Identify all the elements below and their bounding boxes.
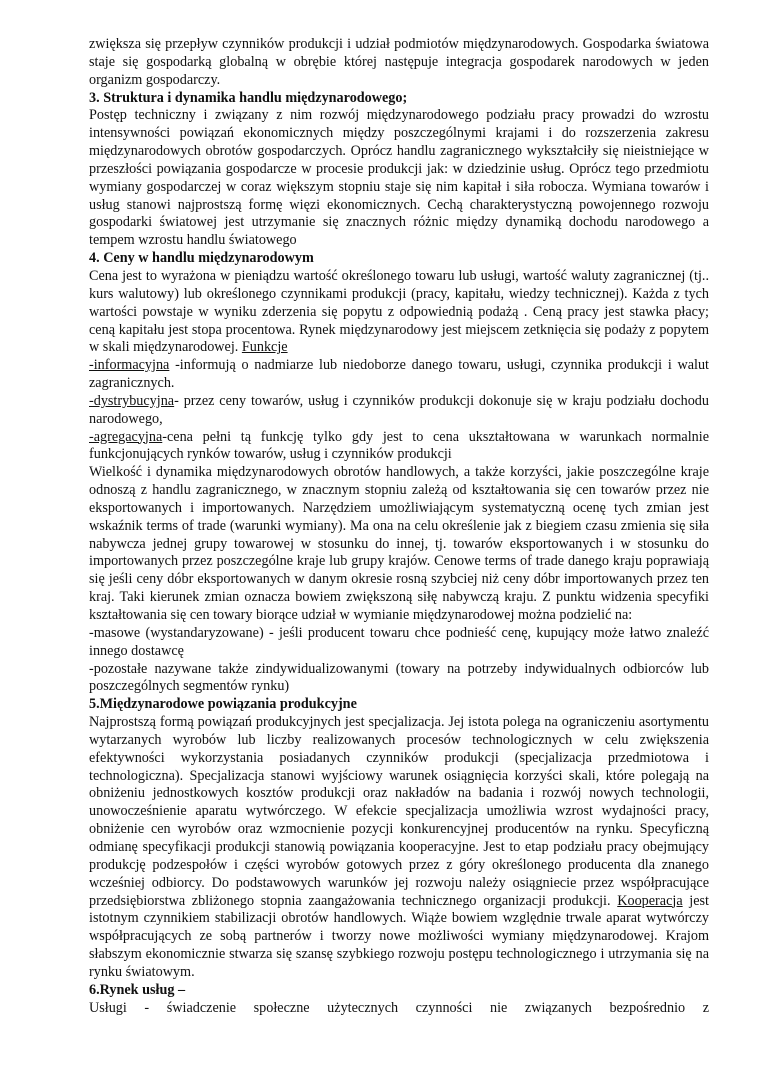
paragraph-section-6: Usługi - świadczenie społeczne użytecznych czynności nie związanych bezpośrednio z (89, 999, 709, 1016)
paragraph-section-4-prices (89, 268, 709, 357)
heading-section-6: 6.Rynek usług – (89, 981, 186, 998)
goods-type-individual: -pozostałe nazywane także zindywidualizowanymi (towary na potrzeby indywidualnych odbiorców lub poszczególnych segmentów rynku) (89, 660, 709, 695)
paragraph-intro: zwiększa się przepływ czynników produkcji i udział podmiotów międzynarodowych. Gospodarka światowa staje się gospodarką globalną w obrębie której następuje integracja gospodarek narodowych w jeden organizm gospodarczy. (89, 36, 709, 88)
function-aggregative-term: -agregacyjna (89, 428, 163, 445)
heading-section-3: 3. Struktura i dynamika handlu międzynarodowego; (89, 89, 408, 106)
paragraph-terms-of-trade: Wielkość i dynamika międzynarodowych obrotów handlowych, a także korzyści, jakie poszczególne kraje odnoszą z handlu zagranicznego, w znacznym stopniu zależą od kształtowania się cen towarów przez nie eksportowanych i importowanych. Narzędziem umożliwiającym systematyczną ocenę tych zmian jest wskaźnik terms of trade (warunki wymiany). Ma ona na celu określenie jak z biegiem czasu zmienia się siła nabywcza jednej grupy towarowej w stosunku do innej, tj. towarów eksportowanych i w stosunku do importowanych przez poszczególne kraje lub grupy krajów. Cenowe terms of trade danego kraju poprawiają się jeśli ceny dóbr eksportowanych w danym okresie rosną szybciej niż ceny dóbr importowanych przez ten kraj. Taki kierunek zmian oznacza bowiem zwiększoną siłę nabywczą kraju. Z punktu widzenia specyfiki kształtowania się cen towary biorące udział w wymianie międzynarodowej można podzielić na: (89, 464, 709, 623)
specialization-text: Najprostszą formą powiązań produkcyjnych jest specjalizacja. Jej istota polega na ograniczeniu asortymentu wytarzanych wyrobów lub liczby realizowanych procesów technologicznych w celu zwiększenia efektywności wykorzystania posiadanych czynników produkcji (specjalizacja przedmiotowa i technologiczna). Specjalizacja stanowi wyjściowy warunek osiągnięcia korzyści skali, które polegają na obniżeniu jednostkowych kosztów produkcji oraz nakładów na badania i rozwój nowych technologii, unowocześnienie aparatu wytwórczego. W efekcie specjalizacja umożliwia wzrost wydajności pracy, obniżenie cen wyrobów oraz wzmocnienie pozycji konkurencyjnej producentów na rynku. Specyficzną odmianę specyfikacji produkcji stanowią powiązania kooperacyjne. Jest to etap podziału pracy obejmujący produkcję podzespołów i części wyrobów gotowych przez z góry określonego producenta dla znanego wcześniej odbiorcy. Do podstawowych warunków jej rozwoju należy osiągniecie przez współpracujące przedsiębiorstwa zbliżonego stopnia zaangażowania technicznego organizacji produkcji. (89, 714, 709, 909)
function-aggregative-text: -cena pełni tą funkcję tylko gdy jest to cena ukształtowana w warunkach normalnie funkcjonujących rynków towarów, usług i czynników produkcji (89, 428, 709, 463)
function-informative-text: -informują o nadmiarze lub niedoborze danego towaru, usługi, czynnika produkcji i walut zagranicznych. (89, 357, 709, 392)
cooperation-term: Kooperacja (617, 892, 683, 909)
goods-type-mass: -masowe (wystandaryzowane) - jeśli producent towaru chce podnieść cenę, kupujący może łatwo znaleźć innego dostawcę (89, 624, 709, 659)
cooperation-text: jest istotnym czynnikiem stabilizacji obrotów handlowych. Wiąże bowiem względnie trwale aparat wytwórczy współpracujących ze sobą partnerów i tworzy nowe możliwości wymiany międzynarodowej. Krajom słabszym ekonomicznie stwarza się szansę szybkiego rozwoju postępu technologicznego i utrzymania się na rynku światowym. (89, 892, 709, 980)
function-distributive-term: -dystrybucyjna (89, 392, 175, 409)
functions-term: Funkcje (241, 339, 288, 356)
paragraph-section-3: Postęp techniczny i związany z nim rozwój międzynarodowego podziału pracy prowadzi do wzrostu intensywności powiązań ekonomicznych między poszczególnymi krajami i do rozszerzenia zakresu międzynarodowych obrotów gospodarczych. Oprócz handlu zagranicznego wykształciły się nieistniejące w przeszłości powiązania gospodarcze w procesie produkcji jak: w dziedzinie usług. Oprócz tego przedmiotu wymiany gospodarczej w coraz większym stopniu staje się nim kapitał i siła robocza. Wymiana towarów i usług stanowi najprostszą formę więzi ekonomicznych. Cechą charakterystyczną powojennego rozwoju gospodarki światowej jest utrzymanie się znacznych różnic między dynamiką dochodu narodowego a tempem wzrostu handlu światowego (89, 107, 709, 249)
function-distributive-text: - przez ceny towarów, usług i czynników produkcji dokonuje się w kraju podziału dochodu narodowego, (89, 392, 709, 427)
heading-section-5: 5.Międzynarodowe powiązania produkcyjne (89, 696, 357, 713)
function-aggregative (89, 429, 709, 465)
function-informative (89, 357, 709, 393)
function-informative-term: -informacyjna (89, 357, 170, 374)
heading-section-4: 4. Ceny w handlu międzynarodowym (89, 250, 314, 267)
function-distributive (89, 393, 709, 429)
paragraph-section-5 (89, 714, 709, 982)
prices-text: Cena jest to wyrażona w pieniądzu wartość określonego towaru lub usługi, wartość waluty zagranicznej (tj.. kurs walutowy) lub określonego czynnikami produkcji (pracy, kapitału, wiedzy technicznej). Każda z tych wartości powstaje w wyniku zderzenia się popytu z odpowiednią podażą . Ceną pracy jest stawka płacy; ceną kapitału jest stopa procentowa. Rynek międzynarodowy jest miejscem zetknięcia się podaży z popytem w skali międzynarodowej. (89, 267, 709, 356)
